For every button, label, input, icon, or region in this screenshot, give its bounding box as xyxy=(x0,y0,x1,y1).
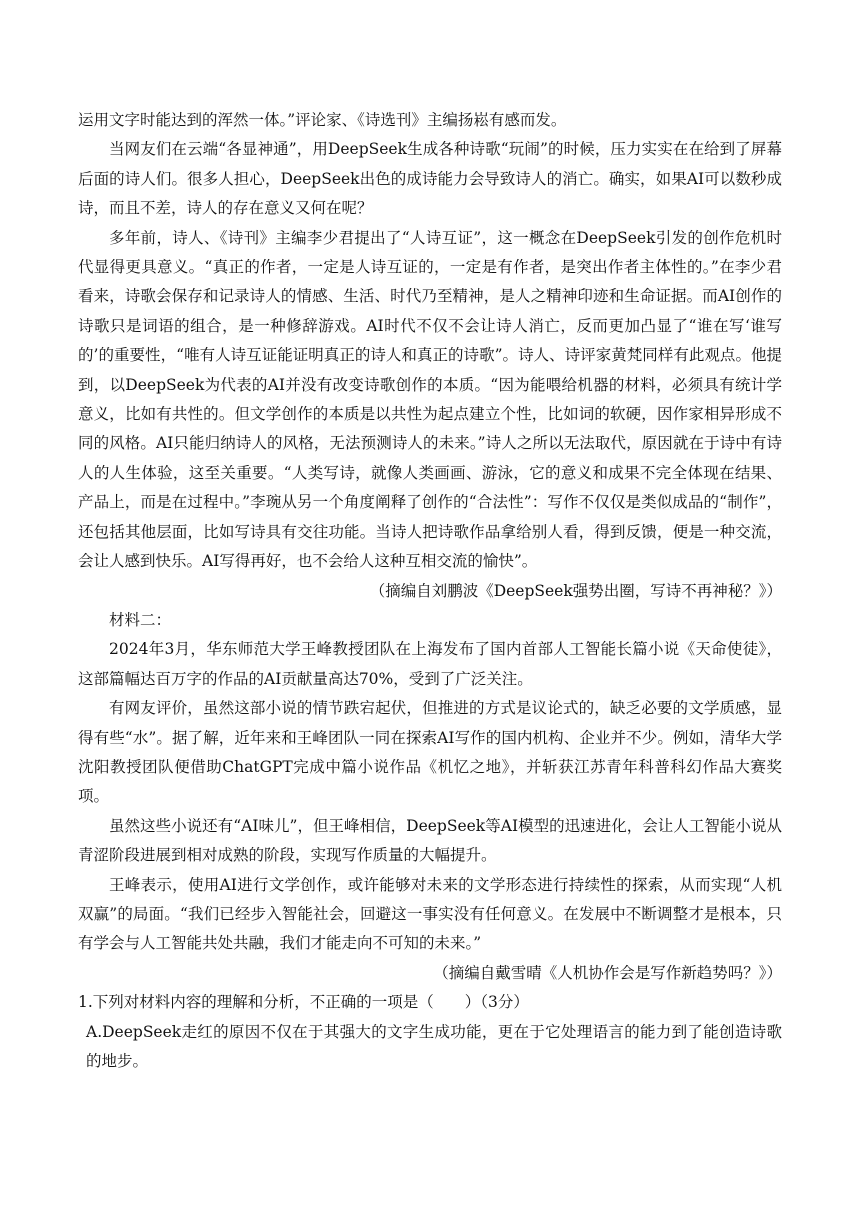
material-two-heading: 材料二： xyxy=(109,610,172,629)
paragraph-ai-novel: 2024年3月，华东师范大学王峰教授团队在上海发布了国内首部人工智能长篇小说《天命使徒》，这部篇幅达百万字的作品的AI贡献量高达70%，受到了广泛关注。 xyxy=(78,640,782,688)
paragraph-poet-proof: 多年前，诗人、《诗刊》主编李少君提出了“人诗互证”，这一概念在DeepSeek引发的创作危机时代显得更具意义。“真正的作者，一定是人诗互证的，一定是有作者，是突出作者主体性的。”在李少君看来，诗歌会保存和记录诗人的情感、生活、时代乃至精神，是人之精神印迹和生命证据。而AI创作的诗歌只是词语的组合，是一种修辞游戏。AI时代不仅不会让诗人消亡，反而更加凸显了“谁在写‘谁写的’的重要性，“唯有人诗互证能证明真正的诗人和真正的诗歌”。诗人、诗评家黄梵同样有此观点。他提到，以DeepSeek为代表的AI并没有改变诗歌创作的本质。“因为能喂给机器的材料，必须具有统计学意义，比如有共性的。但文学创作的本质是以共性为起点建立个性，比如词的软硬，因作家相异形成不同的风格。AI只能归纳诗人的风格，无法预测诗人的未来。”诗人之所以无法取代，原因就在于诗中有诗人的人生体验，这至关重要。“人类写诗，就像人类画画、游泳，它的意义和成果不完全体现在结果、产品上，而是在过程中。”李琬从另一个角度阐释了创作的“合法性”：写作不仅仅是类似成品的“制作”，还包括其他层面，比如写诗具有交往功能。当诗人把诗歌作品拿给别人看，得到反馈，便是一种交流，会让人感到快乐。AI写得再好，也不会给人这种互相交流的愉快”。 xyxy=(78,228,782,571)
reading-material xyxy=(78,106,782,1076)
question-stem: 1.下列对材料内容的理解和分析，不正确的一项是（ ）（3分） xyxy=(78,993,529,1012)
paragraph-netizens: 当网友们在云端“各显神通”，用DeepSeek生成各种诗歌“玩闹”的时候，压力实实在在给到了屏幕后面的诗人们。很多人担心，DeepSeek出色的成诗能力会导致诗人的消亡。确实，如果AI可以数秒成诗，而且不差，诗人的存在意义又何在呢？ xyxy=(78,140,782,218)
source-citation-2: （摘编自戴雪晴《人机协作会是写作新趋势吗？》） xyxy=(433,963,782,982)
paragraph-win-win: 王峰表示，使用AI进行文学创作，或许能够对未来的文学形态进行持续性的探索，从而实现“人机双赢”的局面。“我们已经步入智能社会，回避这一事实没有任何意义。在发展中不断调整才是根本，只有学会与人工智能共处共融，我们才能走向不可知的未来。” xyxy=(78,875,782,953)
source-citation-1: （摘编自刘鹏波《DeepSeek强势出圈，写诗不再神秘？》） xyxy=(369,581,782,600)
option-a: A.DeepSeek走红的原因不仅在于其强大的文字生成功能，更在于它处理语言的能力到了能创造诗歌的地步。 xyxy=(86,1022,782,1070)
paragraph-reviews: 有网友评价，虽然这部小说的情节跌宕起伏，但推进的方式是议论式的，缺乏必要的文学质感，显得有些“水”。据了解，近年来和王峰团队一同在探索AI写作的国内机构、企业并不少。例如，清华大学沈阳教授团队便借助ChatGPT完成中篇小说作品《机忆之地》，并斩获江苏青年科普科幻作品大赛奖项。 xyxy=(78,699,782,806)
paragraph-ai-flavor: 虽然这些小说还有“AI味儿”，但王峰相信，DeepSeek等AI模型的迅速进化，会让人工智能小说从青涩阶段进展到相对成熟的阶段，实现写作质量的大幅提升。 xyxy=(78,816,782,865)
paragraph-continued: 运用文字时能达到的浑然一体。”评论家、《诗选刊》主编扬崧有感而发。 xyxy=(78,111,567,129)
